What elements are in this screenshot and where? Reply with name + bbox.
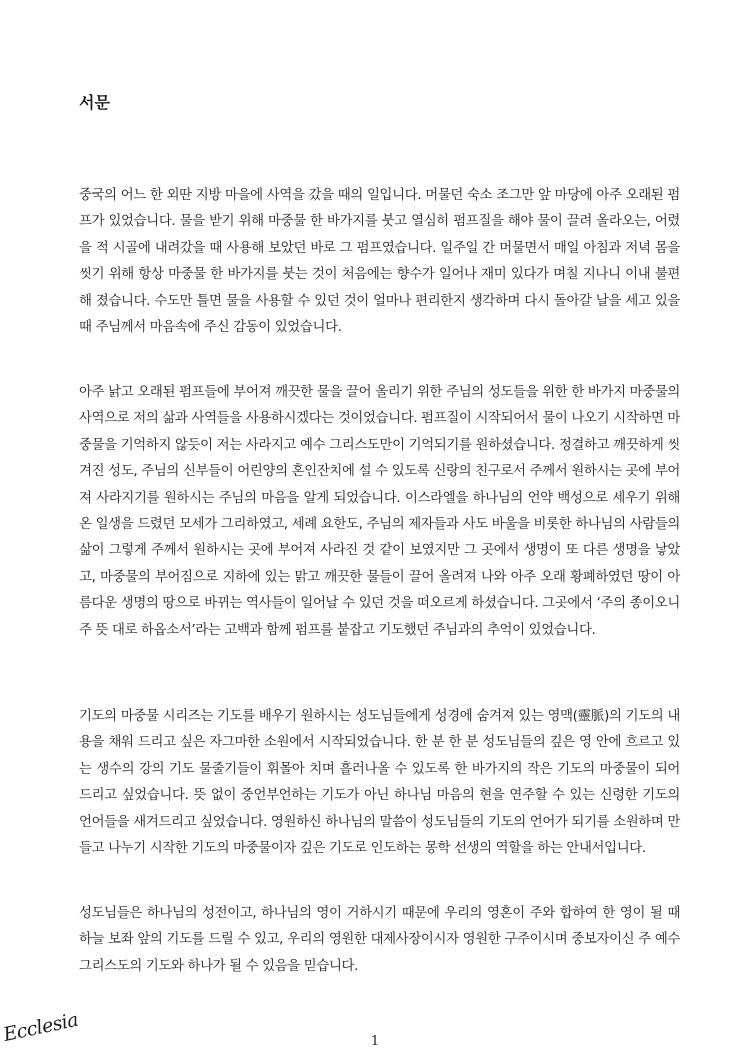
ecclesia-logo: Ecclesia: [1, 1008, 80, 1046]
paragraph-3: 기도의 마중물 시리즈는 기도를 배우기 원하시는 성도님들에게 성경에 숨겨져 있는 영맥(靈脈)의 기도의 내용을 채워 드리고 싶은 자그마한 소원에서 시작되었습니다. 한 분 한 분 성도님들의 깊은 영 안에 흐르고 있는 생수의 강의 기도 물줄기들이 휘몰아 치며 흘러나올 수 있도록 한 바가지의 작은 기도의 마중물이 되어 드리고 싶었습니다. 뜻 없이 중언부언하는 기도가 아닌 하나님 마음의 현을 연주할 수 있는 신령한 기도의 언어들을 새겨드리고 싶었습니다. 영원하신 하나님의 말씀이 성도님들의 기도의 언어가 되기를 소원하며 만들고 나누기 시작한 기도의 마중물이자 깊은 기도로 인도하는 몽학 선생의 역할을 하는 안내서입니다.: [79, 709, 680, 857]
paragraph-1: 중국의 어느 한 외딴 지방 마을에 사역을 갔을 때의 일입니다. 머물던 숙소 조그만 앞 마당에 아주 오래된 펌프가 있었습니다. 물을 받기 위해 마중물 한 바가지를 붓고 열심히 펌프질을 해야 물이 끌려 올라오는, 어렸을 적 시골에 내려갔을 때 사용해 보았던 바로 그 펌프였습니다. 일주일 간 머물면서 매일 아침과 저녁 몸을 씻기 위해 항상 마중물 한 바가지를 붓는 것이 처음에는 향수가 일어나 재미 있다가 며칠 지나니 이내 불편해 졌습니다. 수도만 틀면 물을 사용할 수 있던 것이 얼마나 편리한지 생각하며 다시 돌아갈 날을 세고 있을 때 주님께서 마음속에 주신 감동이 있었습니다.: [79, 188, 680, 336]
page-title: 서문: [79, 93, 110, 112]
page-number: 1: [370, 1034, 380, 1049]
paragraph-4: 성도님들은 하나님의 성전이고, 하나님의 영이 거하시기 때문에 우리의 영혼이 주와 합하여 한 영이 될 때 하늘 보좌 앞의 기도를 드릴 수 있고, 우리의 영원한 대제사장이시자 영원한 구주이시며 중보자이신 주 예수 그리스도의 기도와 하나가 될 수 있음을 믿습니다.: [79, 906, 680, 974]
paragraph-2: 아주 낡고 오래된 펌프들에 부어져 깨끗한 물을 끌어 올리기 위한 주님의 성도들을 위한 한 바가지 마중물의 사역으로 저의 삶과 사역들을 사용하시겠다는 것이었습니다. 펌프질이 시작되어서 물이 나오기 시작하면 마중물을 기억하지 않듯이 저는 사라지고 예수 그리스도만이 기억되기를 원하셨습니다. 정결하고 깨끗하게 씻겨진 성도, 주님의 신부들이 어린양의 혼인잔치에 설 수 있도록 신랑의 친구로서 주께서 원하시는 곳에 부어져 사라지기를 원하시는 주님의 마음을 알게 되었습니다. 이스라엘을 하나님의 언약 백성으로 세우기 위해 온 일생을 드렸던 모세가 그리하였고, 세례 요한도, 주님의 제자들과 사도 바울을 비롯한 하나님의 사람들의 삶이 그렇게 주께서 원하시는 곳에 부어져 사라진 것 같이 보였지만 그 곳에서 생명이 또 다른 생명을 낳았고, 마중물의 부어짐으로 지하에 있는 맑고 깨끗한 물들이 끌어 올려져 나와 아주 오래 황폐하였던 땅이 아름다운 생명의 땅으로 바뀌는 역사들이 일어날 수 있던 것을 떠오르게 하셨습니다. 그곳에서 ‘주의 종이오니 주 뜻 대로 하옵소서’라는 고백과 함께 펌프를 붙잡고 기도했던 주님과의 추억이 있었습니다.: [79, 385, 680, 638]
